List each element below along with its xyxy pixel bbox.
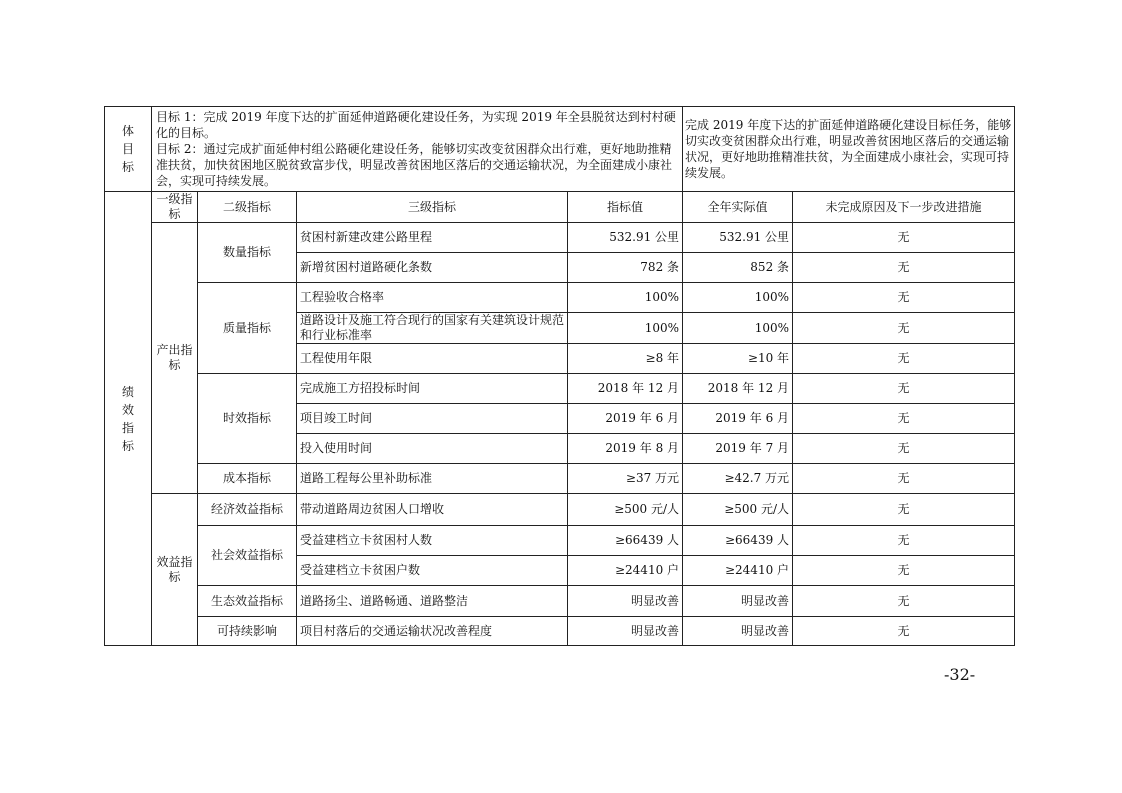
- row-target: 532.91 公里: [568, 223, 683, 253]
- row-name: 道路工程每公里补助标准: [297, 464, 568, 494]
- table-row: [105, 374, 1015, 404]
- row-reason: 无: [793, 313, 1015, 344]
- row-reason: 无: [793, 404, 1015, 434]
- page-number: -32-: [944, 665, 976, 684]
- header-level3: 三级指标: [297, 192, 568, 223]
- sub-economic: 经济效益指标: [198, 494, 297, 526]
- row-name: 道路扬尘、道路畅通、道路整洁: [297, 586, 568, 617]
- row-actual: ≥42.7 万元: [683, 464, 793, 494]
- row-target: ≥500 元/人: [568, 494, 683, 526]
- goals-header: 体目标: [121, 124, 134, 174]
- sub-social: 社会效益指标: [198, 526, 297, 586]
- row-reason: 无: [793, 494, 1015, 526]
- row-actual: ≥10 年: [683, 344, 793, 374]
- goals-row: [105, 107, 1015, 192]
- row-actual: 明显改善: [683, 617, 793, 646]
- sub-time: 时效指标: [198, 374, 297, 464]
- row-actual: ≥500 元/人: [683, 494, 793, 526]
- header-row: [105, 192, 1015, 223]
- section-label-cell: [105, 192, 152, 646]
- row-actual: ≥66439 人: [683, 526, 793, 556]
- row-target: ≥37 万元: [568, 464, 683, 494]
- row-target: 2018 年 12 月: [568, 374, 683, 404]
- goal-2-text: 目标 2：通过完成扩面延伸村组公路硬化建设任务，能够切实改变贫困群众出行难，更好地助推精准扶贫，加快贫困地区脱贫致富步伐，明显改善贫困地区落后的交通运输状况，为全面建成小康社会，实现可持续发展。: [156, 142, 673, 188]
- row-actual: 532.91 公里: [683, 223, 793, 253]
- row-reason: 无: [793, 464, 1015, 494]
- header-level2: 二级指标: [198, 192, 297, 223]
- row-target: 明显改善: [568, 617, 683, 646]
- sub-sustain: 可持续影响: [198, 617, 297, 646]
- sub-quantity: 数量指标: [198, 223, 297, 283]
- goal-1-text: 目标 1：完成 2019 年度下达的扩面延伸道路硬化建设任务，为实现 2019 年全县脱贫达到村村硬化的目标。: [156, 110, 676, 140]
- row-name: 项目竣工时间: [297, 404, 568, 434]
- goal-actual-text: 完成 2019 年度下达的扩面延伸道路硬化建设目标任务，能够切实改变贫困群众出行难，明显改善贫困地区落后的交通运输状况，更好地助推精准扶贫，为全面建成小康社会，实现可持续发展。: [685, 118, 1012, 180]
- row-reason: 无: [793, 526, 1015, 556]
- row-name: 工程使用年限: [297, 344, 568, 374]
- row-name: 投入使用时间: [297, 434, 568, 464]
- row-target: 2019 年 8 月: [568, 434, 683, 464]
- row-reason: 无: [793, 586, 1015, 617]
- row-reason: 无: [793, 617, 1015, 646]
- table-row: [105, 283, 1015, 313]
- row-target: ≥66439 人: [568, 526, 683, 556]
- row-target: ≥24410 户: [568, 556, 683, 586]
- row-target: 明显改善: [568, 586, 683, 617]
- sub-quality: 质量指标: [198, 283, 297, 374]
- row-actual: 2019 年 6 月: [683, 404, 793, 434]
- row-reason: 无: [793, 253, 1015, 283]
- row-target: 782 条: [568, 253, 683, 283]
- row-target: 100%: [568, 283, 683, 313]
- performance-table: [104, 106, 1015, 646]
- row-actual: 2019 年 7 月: [683, 434, 793, 464]
- header-target: 指标值: [568, 192, 683, 223]
- row-actual: 2018 年 12 月: [683, 374, 793, 404]
- row-reason: 无: [793, 374, 1015, 404]
- row-name: 受益建档立卡贫困村人数: [297, 526, 568, 556]
- table-row: [105, 494, 1015, 526]
- row-reason: 无: [793, 223, 1015, 253]
- row-target: ≥8 年: [568, 344, 683, 374]
- row-target: 100%: [568, 313, 683, 344]
- table-row: [105, 223, 1015, 253]
- row-name: 工程验收合格率: [297, 283, 568, 313]
- section-label: 绩效指标: [121, 384, 134, 453]
- row-actual: 100%: [683, 283, 793, 313]
- row-reason: 无: [793, 434, 1015, 464]
- row-name: 道路设计及施工符合现行的国家有关建筑设计规范和行业标准率: [297, 313, 568, 344]
- goals-header-cell: [105, 107, 152, 192]
- group-output: 产出指标: [152, 223, 198, 494]
- row-name: 带动道路周边贫困人口增收: [297, 494, 568, 526]
- header-reason: 未完成原因及下一步改进措施: [793, 192, 1015, 223]
- row-reason: 无: [793, 283, 1015, 313]
- sub-ecology: 生态效益指标: [198, 586, 297, 617]
- header-actual: 全年实际值: [683, 192, 793, 223]
- row-reason: 无: [793, 344, 1015, 374]
- table-row: [105, 526, 1015, 556]
- group-benefit: 效益指标: [152, 494, 198, 646]
- row-actual: 明显改善: [683, 586, 793, 617]
- header-level1: 一级指标: [152, 192, 198, 223]
- sub-cost: 成本指标: [198, 464, 297, 494]
- row-name: 贫困村新建改建公路里程: [297, 223, 568, 253]
- table-row: [105, 586, 1015, 617]
- row-name: 完成施工方招投标时间: [297, 374, 568, 404]
- row-target: 2019 年 6 月: [568, 404, 683, 434]
- row-reason: 无: [793, 556, 1015, 586]
- row-actual: 100%: [683, 313, 793, 344]
- row-name: 新增贫困村道路硬化条数: [297, 253, 568, 283]
- row-actual: ≥24410 户: [683, 556, 793, 586]
- goals-target-cell: [152, 107, 683, 192]
- row-name: 受益建档立卡贫困户数: [297, 556, 568, 586]
- table-row: [105, 464, 1015, 494]
- table-row: [105, 617, 1015, 646]
- row-name: 项目村落后的交通运输状况改善程度: [297, 617, 568, 646]
- goals-actual-cell: [683, 107, 1015, 192]
- row-actual: 852 条: [683, 253, 793, 283]
